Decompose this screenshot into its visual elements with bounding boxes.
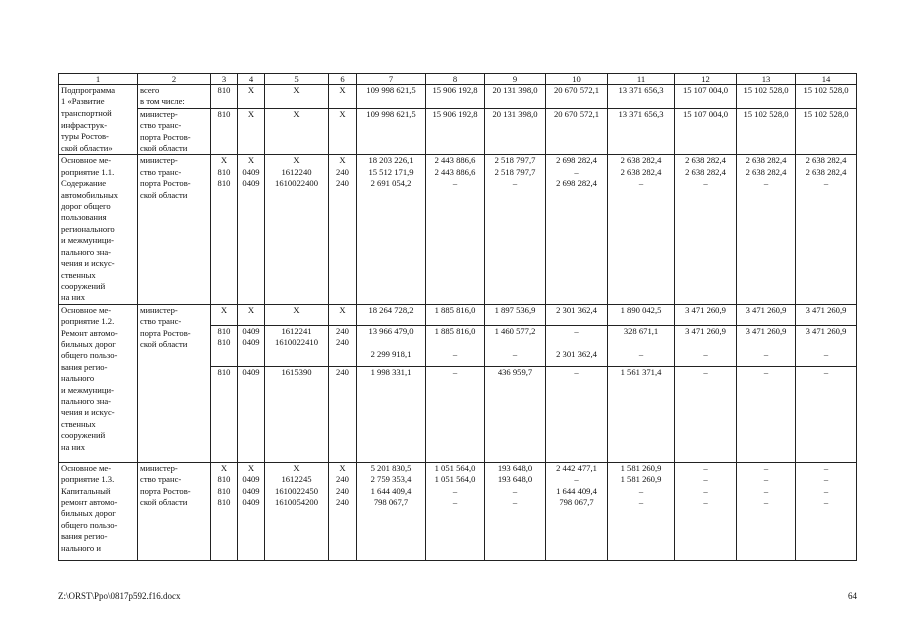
grbs-cell: 810 810 [211, 325, 238, 366]
amount-cell: 3 471 260,9 [796, 304, 857, 325]
amount-cell: 15 102 528,0 [737, 85, 796, 109]
csr-cell: Х 1612245 1610022450 1610054200 [265, 462, 329, 560]
amount-cell: 15 107 004,0 [675, 85, 737, 109]
amount-cell: 3 471 260,9 [737, 304, 796, 325]
grbs-cell: Х 810 810 810 [211, 462, 238, 560]
grbs-cell: Х 810 810 [211, 155, 238, 304]
amount-cell: 1 460 577,2 – [485, 325, 546, 366]
amount-cell: 13 371 656,3 [608, 85, 675, 109]
amount-cell: 13 371 656,3 [608, 108, 675, 155]
amount-cell: 436 959,7 [485, 366, 546, 462]
amount-cell: 2 443 886,6 2 443 886,6 – [426, 155, 485, 304]
amount-cell: 1 897 536,9 [485, 304, 546, 325]
grbs-cell: 810 [211, 85, 238, 109]
amount-cell: 18 264 728,2 [357, 304, 426, 325]
program-name-cell: Основное ме- роприятие 1.1. Содержание автомобильных дорог общего пользования регионального и межмуници- пального зна- чения и искус- ственных сооружений на них [59, 155, 138, 304]
vr-cell: Х [329, 108, 357, 155]
csr-cell: Х [265, 304, 329, 325]
header-cell: 3 [211, 74, 238, 85]
program-name-cell: Основное ме- роприятие 1.3. Капитальный ремонт автомо- бильных дорог общего пользо- вания регио- нального и [59, 462, 138, 560]
amount-cell: 2 301 362,4 [546, 304, 608, 325]
table-row [59, 155, 857, 304]
grbs-cell: 810 [211, 366, 238, 462]
header-cell: 13 [737, 74, 796, 85]
amount-cell: – [546, 366, 608, 462]
amount-cell: 2 698 282,4 – 2 698 282,4 [546, 155, 608, 304]
amount-cell: 1 885 816,0 – [426, 325, 485, 366]
vr-cell: Х 240 240 [329, 155, 357, 304]
vr-cell: 240 [329, 366, 357, 462]
header-cell: 14 [796, 74, 857, 85]
amount-cell: – [675, 366, 737, 462]
header-cell: 6 [329, 74, 357, 85]
amount-cell: 15 906 192,8 [426, 108, 485, 155]
header-cell: 7 [357, 74, 426, 85]
header-cell: 1 [59, 74, 138, 85]
program-name-cell: транспортной инфраструк- туры Ростов- ской области» [59, 108, 138, 155]
amount-cell: 3 471 260,9 – [796, 325, 857, 366]
vr-cell: Х [329, 304, 357, 325]
amount-cell: 13 966 479,0 2 299 918,1 [357, 325, 426, 366]
header-cell: 12 [675, 74, 737, 85]
amount-cell: – – – – [796, 462, 857, 560]
amount-cell: 2 638 282,4 2 638 282,4 – [608, 155, 675, 304]
amount-cell: – [796, 366, 857, 462]
amount-cell: 20 131 398,0 [485, 108, 546, 155]
amount-cell: 2 638 282,4 2 638 282,4 – [737, 155, 796, 304]
amount-cell: 1 998 331,1 [357, 366, 426, 462]
page-number: 64 [848, 591, 857, 601]
csr-cell: Х [265, 108, 329, 155]
header-cell: 8 [426, 74, 485, 85]
amount-cell: 109 998 621,5 [357, 108, 426, 155]
footer-file-path: Z:\ORST\Ppo\0817p592.f16.docx [58, 591, 181, 601]
program-name-cell: Подпрограмма 1 «Развитие [59, 85, 138, 109]
amount-cell: 109 998 621,5 [357, 85, 426, 109]
program-name-cell: Основное ме- роприятие 1.2. Ремонт автомо- бильных дорог общего пользо- вания регио- нального и межмуници- пального зна- чения и искус- ственных сооружений на них [59, 304, 138, 462]
header-cell: 10 [546, 74, 608, 85]
amount-cell: 3 471 260,9 – [675, 325, 737, 366]
rzpr-cell: 0409 0409 [238, 325, 265, 366]
amount-cell: 2 638 282,4 2 638 282,4 – [796, 155, 857, 304]
header-cell: 2 [138, 74, 211, 85]
rzpr-cell: Х 0409 0409 0409 [238, 462, 265, 560]
amount-cell: – [426, 366, 485, 462]
amount-cell: 15 906 192,8 [426, 85, 485, 109]
amount-cell: 1 885 816,0 [426, 304, 485, 325]
budget-table [58, 73, 857, 561]
csr-cell: 1615390 [265, 366, 329, 462]
grbs-cell: 810 [211, 108, 238, 155]
rzpr-cell: Х [238, 85, 265, 109]
amount-cell: 20 670 572,1 [546, 85, 608, 109]
table-row [59, 85, 857, 109]
amount-cell: – [737, 366, 796, 462]
vr-cell: Х 240 240 240 [329, 462, 357, 560]
amount-cell: 1 890 042,5 [608, 304, 675, 325]
executor-cell: всего в том числе: [138, 85, 211, 109]
amount-cell: – – – – [737, 462, 796, 560]
amount-cell: 2 518 797,7 2 518 797,7 – [485, 155, 546, 304]
grbs-cell: Х [211, 304, 238, 325]
table-row [59, 108, 857, 155]
rzpr-cell: Х [238, 304, 265, 325]
amount-cell: 15 107 004,0 [675, 108, 737, 155]
header-cell: 11 [608, 74, 675, 85]
rzpr-cell: 0409 [238, 366, 265, 462]
amount-cell: 5 201 830,5 2 759 353,4 1 644 409,4 798 067,7 [357, 462, 426, 560]
amount-cell: 20 131 398,0 [485, 85, 546, 109]
amount-cell: 3 471 260,9 [675, 304, 737, 325]
amount-cell: 193 648,0 193 648,0 – – [485, 462, 546, 560]
vr-cell: 240 240 [329, 325, 357, 366]
amount-cell: 15 102 528,0 [796, 108, 857, 155]
csr-cell: Х [265, 85, 329, 109]
table-row [59, 304, 857, 325]
amount-cell: 3 471 260,9 – [737, 325, 796, 366]
amount-cell: 328 671,1 – [608, 325, 675, 366]
amount-cell: 20 670 572,1 [546, 108, 608, 155]
amount-cell: 15 102 528,0 [737, 108, 796, 155]
amount-cell: – 2 301 362,4 [546, 325, 608, 366]
executor-cell: министер- ство транс- порта Ростов- ской области [138, 304, 211, 462]
executor-cell: министер- ство транс- порта Ростов- ской области [138, 462, 211, 560]
amount-cell: 18 203 226,1 15 512 171,9 2 691 054,2 [357, 155, 426, 304]
vr-cell: Х [329, 85, 357, 109]
csr-cell: Х 1612240 1610022400 [265, 155, 329, 304]
executor-cell: министер- ство транс- порта Ростов- ской области [138, 155, 211, 304]
amount-cell: 15 102 528,0 [796, 85, 857, 109]
csr-cell: 1612241 1610022410 [265, 325, 329, 366]
header-cell: 5 [265, 74, 329, 85]
amount-cell: 1 581 260,9 1 581 260,9 – – [608, 462, 675, 560]
header-cell: 4 [238, 74, 265, 85]
table-header-row [59, 74, 857, 85]
amount-cell: 1 051 564,0 1 051 564,0 – – [426, 462, 485, 560]
table-row [59, 462, 857, 560]
amount-cell: 1 561 371,4 [608, 366, 675, 462]
amount-cell: – – – – [675, 462, 737, 560]
amount-cell: 2 638 282,4 2 638 282,4 – [675, 155, 737, 304]
executor-cell: министер- ство транс- порта Ростов- ской области [138, 108, 211, 155]
rzpr-cell: Х [238, 108, 265, 155]
amount-cell: 2 442 477,1 – 1 644 409,4 798 067,7 [546, 462, 608, 560]
header-cell: 9 [485, 74, 546, 85]
rzpr-cell: Х 0409 0409 [238, 155, 265, 304]
